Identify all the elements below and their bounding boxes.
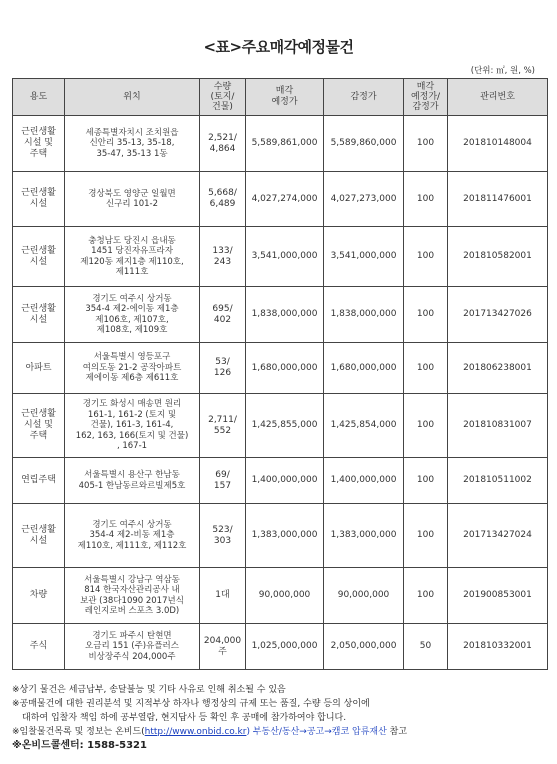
cell-mgmt-no: 201713427024 [448,504,548,568]
cell-ratio: 100 [404,227,448,287]
cell-ratio: 50 [404,624,448,670]
cell-sale-price: 1,680,000,000 [246,343,324,394]
cell-location: 세종특별자치시 조치원읍 신안리 35-13, 35-18, 35-47, 35-13 1동 [65,116,200,172]
cell-ratio: 100 [404,504,448,568]
cell-location: 서울특별시 영등포구 여의도동 21-2 공작아파트 제에이동 제6층 제611호 [65,343,200,394]
header-mgmt-no: 관리번호 [448,79,548,116]
table-row [13,624,548,670]
cell-quantity: 5,668/ 6,489 [200,172,246,227]
cell-appraisal: 1,400,000,000 [324,458,404,504]
header-use: 용도 [13,79,65,116]
cell-mgmt-no: 201811476001 [448,172,548,227]
cell-appraisal: 2,050,000,000 [324,624,404,670]
note-responsibility: ※공매물건에 대한 권리분석 및 지적부상 하자나 행정상의 규제 또는 품질, 수량 등의 상이에 [12,699,370,709]
header-sale-price: 매각 예정가 [246,79,324,116]
note-cancel: ※상기 물건은 세금납부, 송달불능 및 기타 사유로 인해 취소될 수 있음 [12,685,286,695]
cell-ratio: 100 [404,394,448,458]
cell-ratio: 100 [404,458,448,504]
cell-mgmt-no: 201810148004 [448,116,548,172]
cell-use: 근린생활 시설 및 주택 [13,116,65,172]
note-onbid-path: ) 부동산/동산→공고→캠코 압류재산 [246,727,387,737]
cell-location: 충청남도 당진시 읍내동 1451 당진자유프라자 제120동 제지1층 제110호, 제111호 [65,227,200,287]
note-responsibility-cont: 대하여 입찰자 책임 하에 공부열람, 현지답사 등 확인 후 공매에 참가하여야 합니다. [22,713,347,723]
cell-appraisal: 5,589,860,000 [324,116,404,172]
cell-mgmt-no: 201806238001 [448,343,548,394]
cell-appraisal: 1,680,000,000 [324,343,404,394]
cell-mgmt-no: 201810511002 [448,458,548,504]
cell-sale-price: 1,400,000,000 [246,458,324,504]
cell-appraisal: 3,541,000,000 [324,227,404,287]
unit-label: (단위: ㎡, 원, %) [470,66,535,76]
note-onbid [12,725,552,739]
cell-appraisal: 90,000,000 [324,568,404,624]
cell-quantity: 2,711/ 552 [200,394,246,458]
cell-ratio: 100 [404,287,448,343]
cell-mgmt-no: 201810831007 [448,394,548,458]
header-quantity: 수량 (토지/ 건물) [200,79,246,116]
cell-sale-price: 90,000,000 [246,568,324,624]
cell-ratio: 100 [404,172,448,227]
table-header-row [13,79,548,116]
table-row [13,568,548,624]
cell-use: 근린생활 시설 [13,172,65,227]
cell-location: 경기도 여주시 상거동 354-4 제2-에이동 제1층 제106호, 제107호, 제108호, 제109호 [65,287,200,343]
cell-sale-price: 1,383,000,000 [246,504,324,568]
table-row [13,172,548,227]
table-row [13,227,548,287]
cell-appraisal: 1,425,854,000 [324,394,404,458]
cell-mgmt-no: 201900853001 [448,568,548,624]
cell-quantity: 204,000주 [200,624,246,670]
cell-ratio: 100 [404,343,448,394]
cell-use: 아파트 [13,343,65,394]
header-appraisal: 감정가 [324,79,404,116]
cell-location: 경상북도 영양군 일월면 신구리 101-2 [65,172,200,227]
note-onbid-prefix: ※임찰물건목록 및 정보는 온비드( [12,727,145,737]
property-table [12,78,548,670]
table-row [13,116,548,172]
cell-sale-price: 5,589,861,000 [246,116,324,172]
cell-location: 경기도 파주시 탄현면 오금리 151 (주)유플러스 비상장주식 204,000주 [65,624,200,670]
table-row [13,287,548,343]
cell-use: 근린생활 시설 [13,227,65,287]
cell-sale-price: 1,025,000,000 [246,624,324,670]
cell-quantity: 695/ 402 [200,287,246,343]
table-row [13,394,548,458]
note-callcenter: ※온비드콜센터: 1588-5321 [12,740,147,751]
table-row [13,504,548,568]
cell-location: 서울특별시 강남구 역삼동 814 한국자산관리공사 내 보관 (38다1090 2017년식 레인지로버 스포츠 3.0D) [65,568,200,624]
onbid-link[interactable]: http://www.onbid.co.kr [144,727,247,737]
cell-location: 서울특별시 용산구 한남동 405-1 한남동르와르빌제5호 [65,458,200,504]
cell-use: 근린생활 시설 및 주택 [13,394,65,458]
cell-sale-price: 1,425,855,000 [246,394,324,458]
cell-sale-price: 1,838,000,000 [246,287,324,343]
cell-mgmt-no: 201810332001 [448,624,548,670]
cell-ratio: 100 [404,568,448,624]
cell-use: 근린생활 시설 [13,504,65,568]
cell-use: 연립주택 [13,458,65,504]
cell-quantity: 53/ 126 [200,343,246,394]
cell-ratio: 100 [404,116,448,172]
cell-quantity: 133/ 243 [200,227,246,287]
cell-quantity: 523/ 303 [200,504,246,568]
cell-quantity: 2,521/ 4,864 [200,116,246,172]
table-row [13,343,548,394]
cell-quantity: 1대 [200,568,246,624]
cell-quantity: 69/ 157 [200,458,246,504]
cell-location: 경기도 화성시 매송면 원리 161-1, 161-2 (토지 및 건물), 161-3, 161-4, 162, 163, 166(토지 및 건물) , 167-1 [65,394,200,458]
page-title: <표>주요매각예정물건 [203,38,354,56]
cell-use: 주식 [13,624,65,670]
cell-location: 경기도 여주시 상거동 354-4 제2-비동 제1층 제110호, 제111호, 제112호 [65,504,200,568]
note-onbid-suffix: 참고 [386,727,408,737]
cell-mgmt-no: 201713427026 [448,287,548,343]
cell-mgmt-no: 201810582001 [448,227,548,287]
table-row [13,458,548,504]
cell-use: 차량 [13,568,65,624]
cell-appraisal: 1,383,000,000 [324,504,404,568]
cell-use: 근린생활 시설 [13,287,65,343]
cell-sale-price: 3,541,000,000 [246,227,324,287]
header-ratio: 매각 예정가/ 감정가 [404,79,448,116]
cell-appraisal: 4,027,273,000 [324,172,404,227]
cell-appraisal: 1,838,000,000 [324,287,404,343]
header-location: 위치 [65,79,200,116]
notes [12,683,552,753]
cell-sale-price: 4,027,274,000 [246,172,324,227]
